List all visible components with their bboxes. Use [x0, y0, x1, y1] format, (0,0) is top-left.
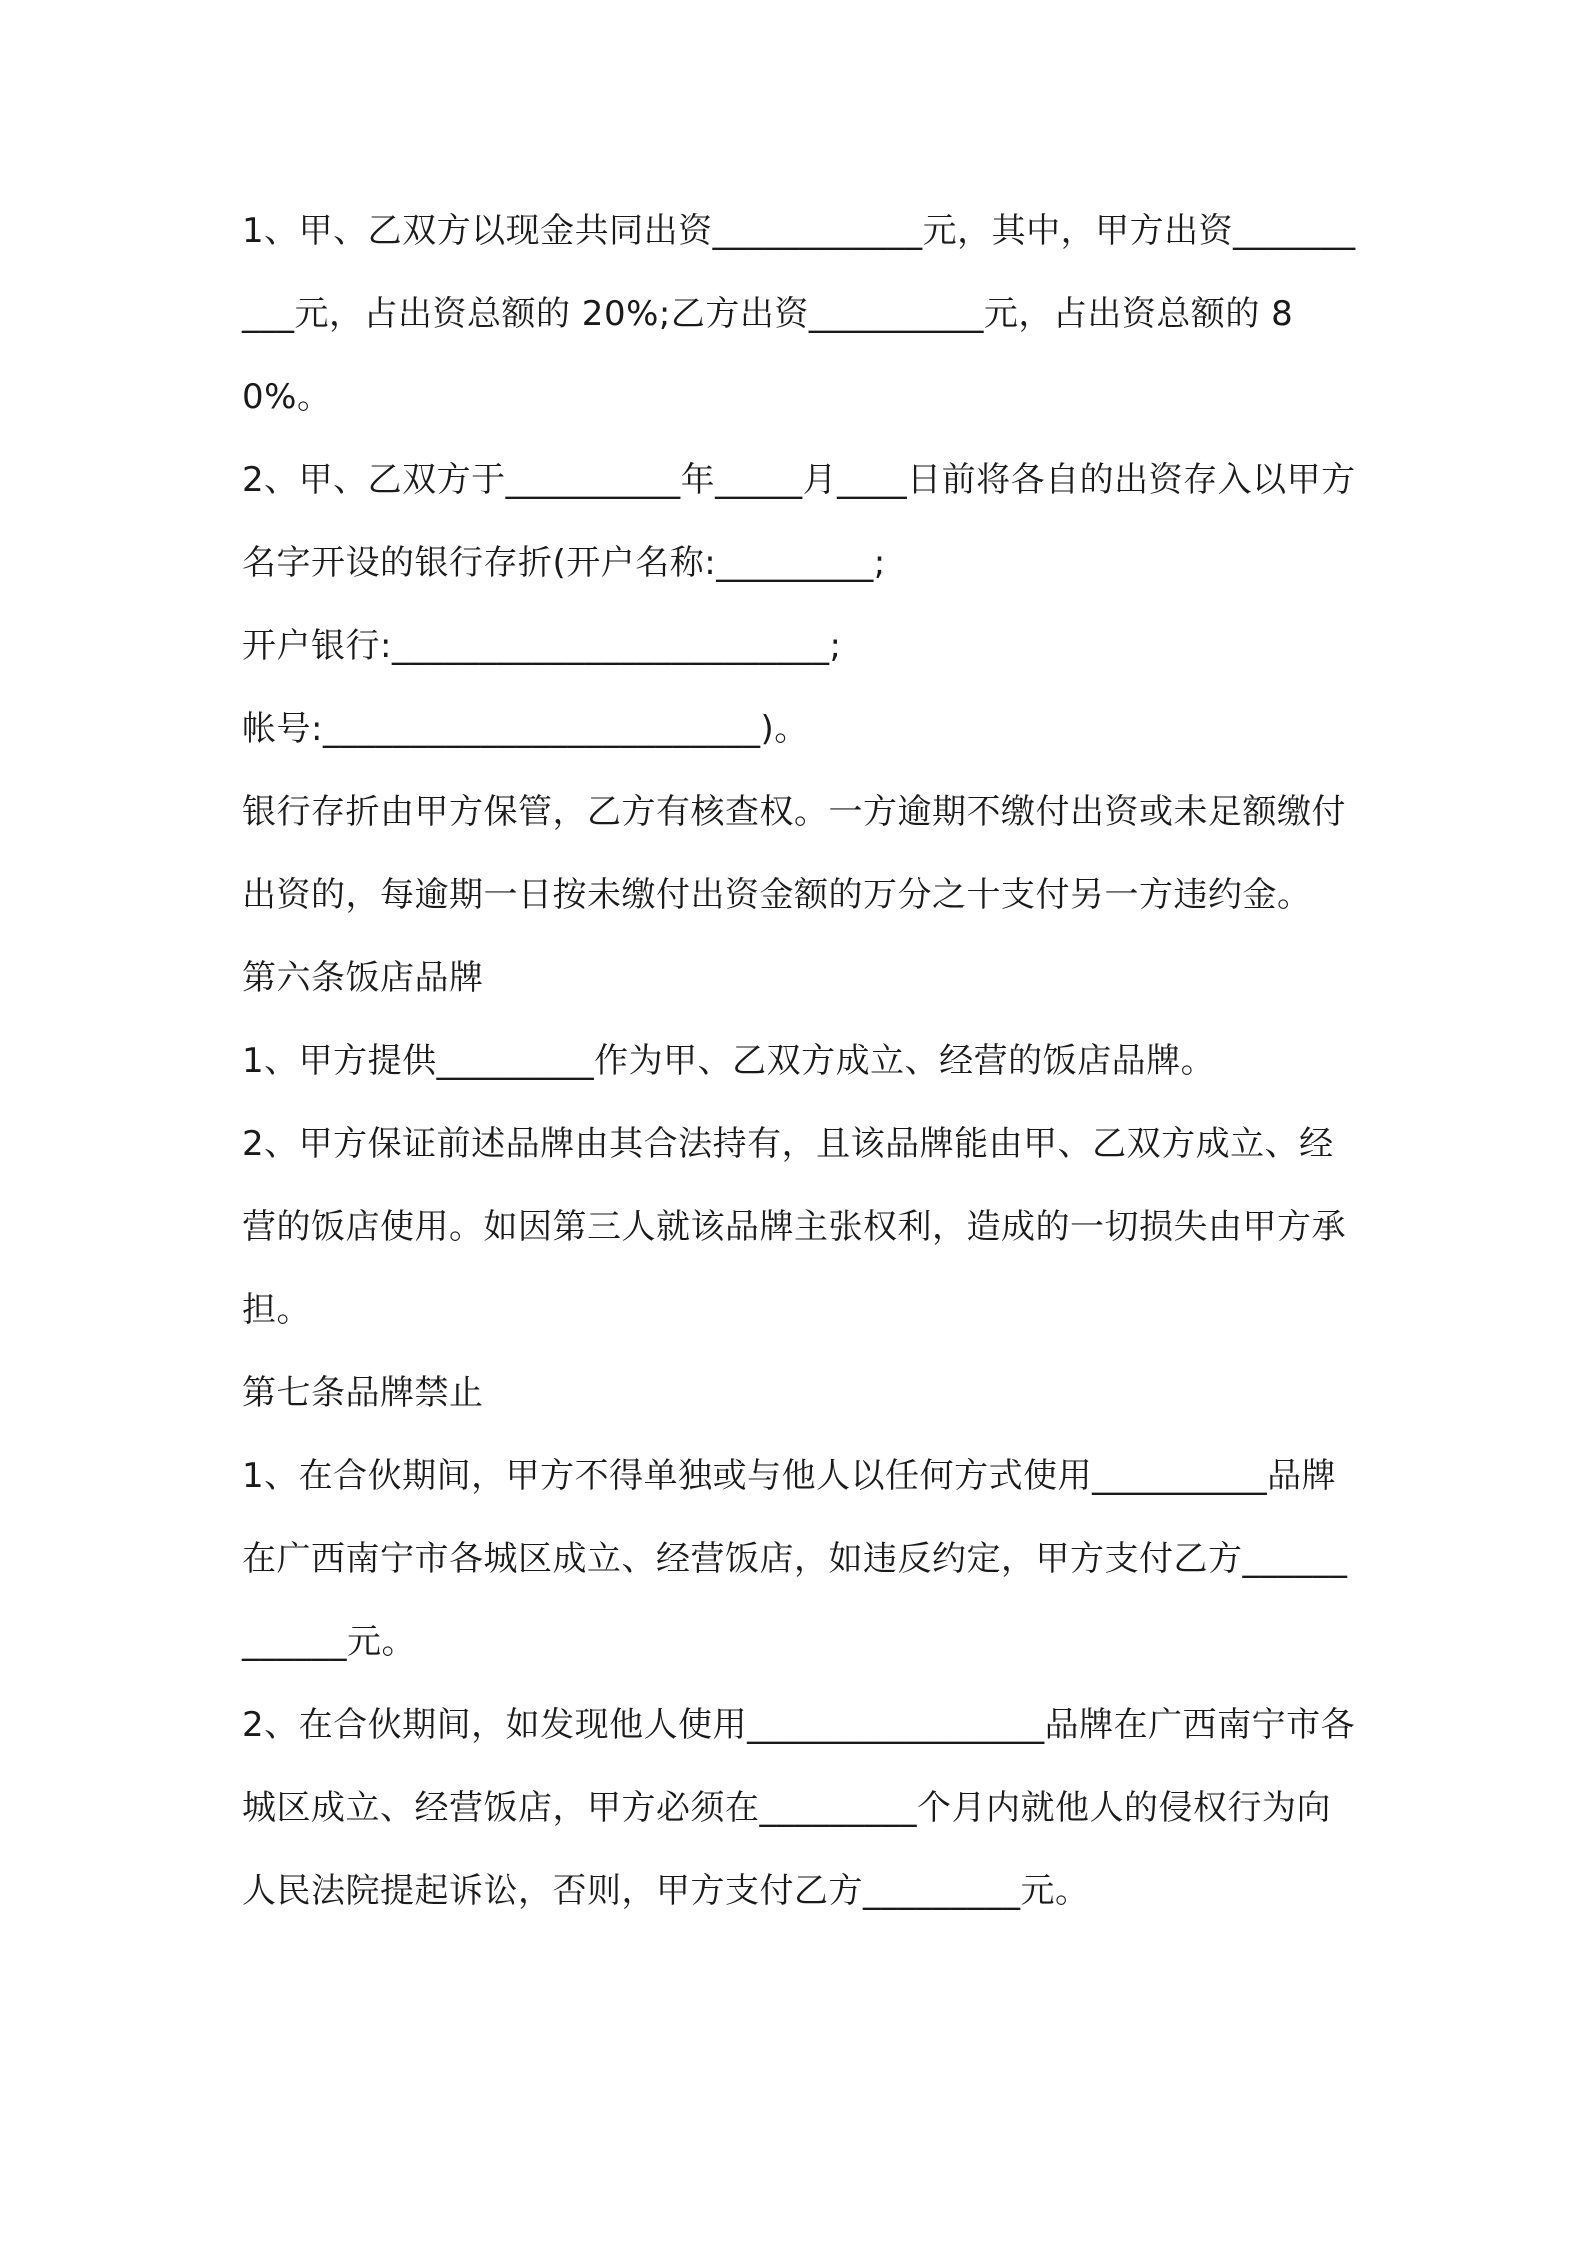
account-number-line: 帐号:_________________________)。 — [242, 709, 809, 749]
clause-deposit-deadline: 2、甲、乙双方于__________年_____月____日前将各自的出资存入以甲方名字开设的银行存折(开户名称:_________; — [242, 460, 1356, 583]
clause-brand-guarantee: 2、甲方保证前述品牌由其合法持有，且该品牌能由甲、乙双方成立、经营的饭店使用。如因第三人就该品牌主张权利，造成的一切损失由甲方承担。 — [242, 1124, 1346, 1330]
section-heading-article-7: 第七条品牌禁止 — [242, 1373, 484, 1413]
bank-name-line: 开户银行:_________________________; — [242, 626, 842, 666]
section-heading-article-6: 第六条饭店品牌 — [242, 958, 484, 998]
clause-infringement-lawsuit: 2、在合伙期间，如发现他人使用_________________品牌在广西南宁市各城区成立、经营饭店，甲方必须在_________个月内就他人的侵权行为向人民法院提起诉讼，否则，甲方支付乙方_________元。 — [242, 1705, 1356, 1911]
clause-brand-prohibition: 1、在合伙期间，甲方不得单独或与他人以任何方式使用__________品牌在广西南宁市各城区成立、经营饭店，如违反约定，甲方支付乙方____________元。 — [242, 1456, 1348, 1662]
clause-passbook-custody: 银行存折由甲方保管，乙方有核查权。一方逾期不缴付出资或未足额缴付出资的，每逾期一日按未缴付出资金额的万分之十支付另一方违约金。 — [242, 792, 1346, 915]
document-body — [242, 190, 1362, 1933]
clause-brand-provision: 1、甲方提供_________作为甲、乙双方成立、经营的饭店品牌。 — [242, 1041, 1216, 1081]
clause-investment-amount: 1、甲、乙双方以现金共同出资____________元，其中，甲方出资__________元，占出资总额的 20%;乙方出资__________元，占出资总额的 80%。 — [242, 211, 1356, 417]
